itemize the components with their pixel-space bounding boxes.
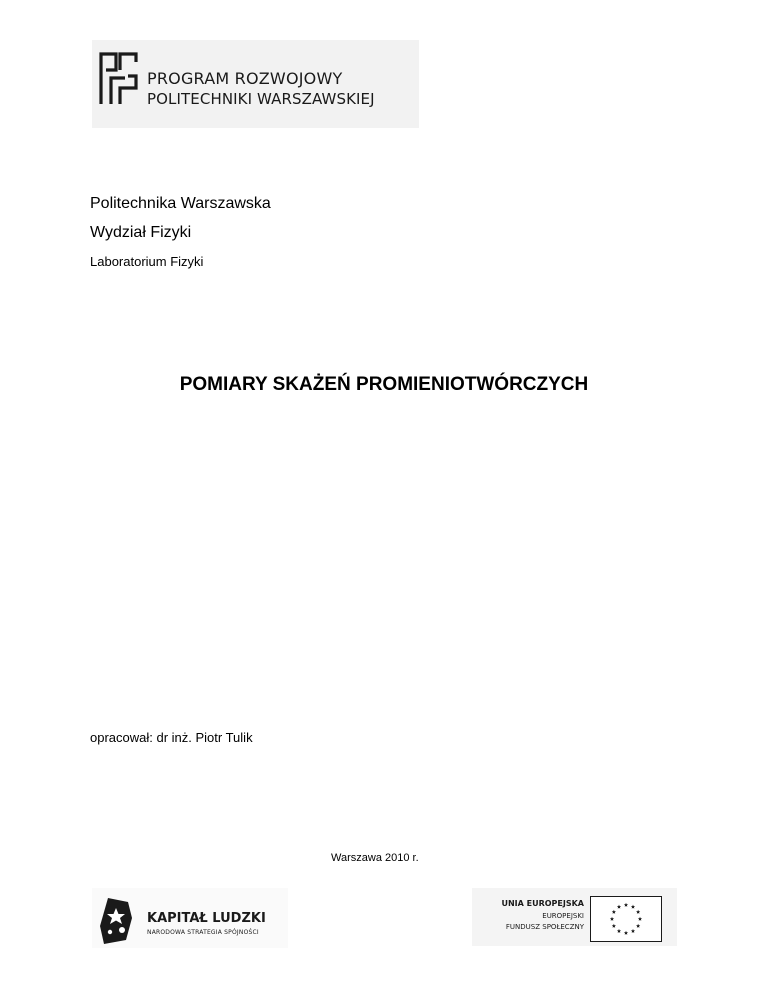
eu-subtitle-1: EUROPEJSKI (542, 912, 584, 920)
logo-title-line1: PROGRAM ROZWOJOWY (147, 69, 343, 88)
place-date: Warszawa 2010 r. (331, 852, 419, 864)
laboratory-name: Laboratorium Fizyki (90, 254, 204, 269)
faculty-name: Wydział Fizyki (90, 224, 192, 241)
eu-subtitle-2: FUNDUSZ SPOŁECZNY (505, 923, 584, 931)
kapital-ludzki-subtitle: NARODOWA STRATEGIA SPÓJNOŚCI (147, 929, 259, 936)
university-name: Politechnika Warszawska (90, 195, 271, 212)
kapital-ludzki-title: KAPITAŁ LUDZKI (147, 911, 266, 926)
document-title: POMIARY SKAŻEŃ PROMIENIOTWÓRCZYCH (179, 374, 589, 395)
logo-title-line2: POLITECHNIKI WARSZAWSKIEJ (147, 90, 375, 108)
prpw-logo-icon (98, 50, 140, 106)
eu-flag-icon (590, 896, 662, 942)
kapital-ludzki-logo-icon (98, 896, 136, 946)
eu-title: UNIA EUROPEJSKA (501, 899, 584, 908)
author-line: opracował: dr inż. Piotr Tulik (90, 730, 253, 745)
